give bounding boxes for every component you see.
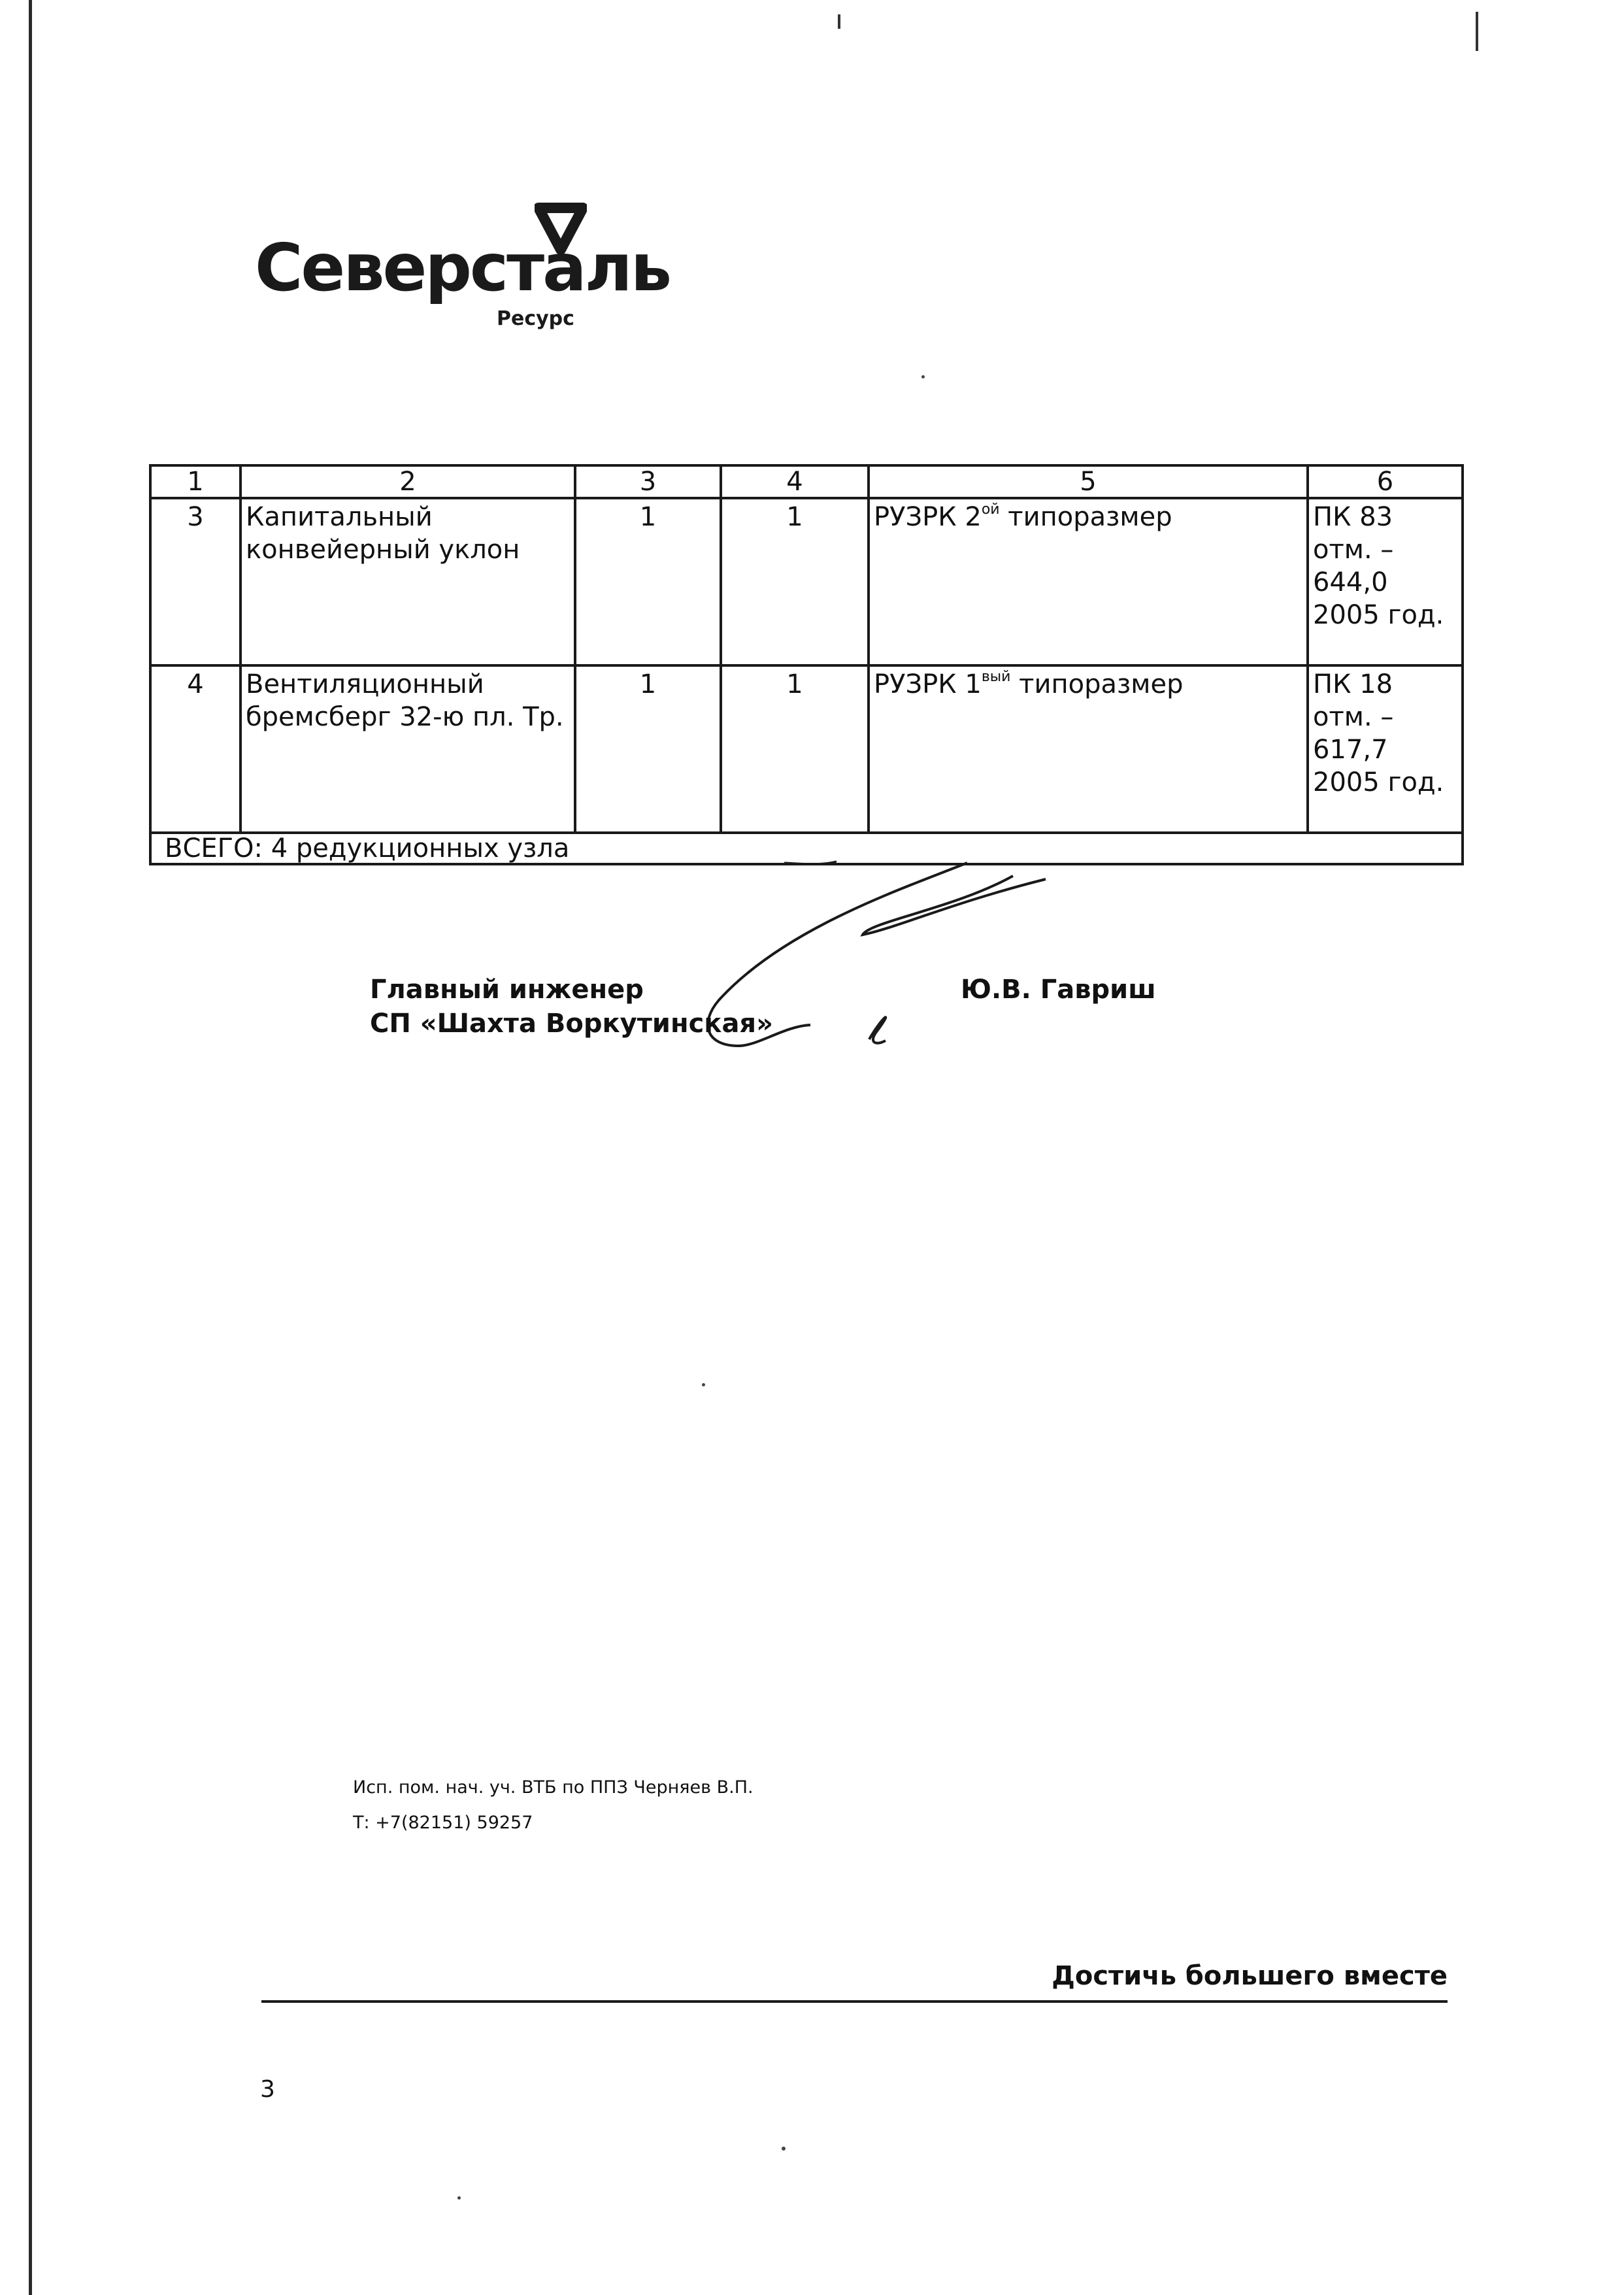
column-header: 1 — [150, 465, 240, 498]
row-location: ПК 83 отм. – 644,0 2005 год. — [1308, 498, 1463, 665]
signatory-name: Ю.В. Гавриш — [961, 975, 1156, 1005]
scan-speck — [782, 2147, 786, 2151]
device-name: РУЗРК 1 — [874, 669, 982, 699]
company-slogan: Достичь большего вместе — [1052, 1961, 1448, 1991]
row-col4: 1 — [721, 498, 869, 665]
column-header: 6 — [1308, 465, 1463, 498]
logo-brand: Северсталь — [255, 229, 671, 306]
row-object-name: Вентиляционный бремсберг 32-ю пл. Тр. — [240, 665, 575, 833]
scan-mark — [838, 14, 840, 29]
column-header: 4 — [721, 465, 869, 498]
row-object-name: Капитальный конвейерный уклон — [240, 498, 575, 665]
row-number: 4 — [150, 665, 240, 833]
device-suffix: ой — [981, 501, 1000, 518]
row-col3: 1 — [575, 665, 721, 833]
scan-speck — [702, 1383, 705, 1386]
device-suffix: вый — [981, 669, 1011, 685]
executor-phone: Т: +7(82151) 59257 — [353, 1813, 533, 1833]
signatory-position: Главный инженер — [370, 975, 644, 1005]
table-row — [150, 498, 1463, 665]
reduction-nodes-table — [149, 464, 1464, 865]
executor-info — [353, 1770, 754, 1841]
signatory-organization: СП «Шахта Воркутинская» — [370, 1009, 773, 1039]
device-size: типоразмер — [1010, 669, 1184, 699]
scan-speck — [921, 375, 925, 378]
column-header: 2 — [240, 465, 575, 498]
row-location: ПК 18 отм. – 617,7 2005 год. — [1308, 665, 1463, 833]
row-device — [869, 498, 1308, 665]
scan-edge — [29, 0, 32, 2295]
table-total: ВСЕГО: 4 редукционных узла — [150, 833, 1463, 864]
page-number: 3 — [260, 2076, 275, 2103]
row-col4: 1 — [721, 665, 869, 833]
table-row — [150, 665, 1463, 833]
row-device — [869, 665, 1308, 833]
row-number: 3 — [150, 498, 240, 665]
column-header: 5 — [869, 465, 1308, 498]
device-size: типоразмер — [999, 502, 1172, 532]
signatory-title — [370, 973, 773, 1041]
scan-speck — [457, 2196, 461, 2200]
logo-sub: Ресурс — [497, 307, 574, 330]
row-col3: 1 — [575, 498, 721, 665]
executor-name: Исп. пом. нач. уч. ВТБ по ППЗ Черняев В.П. — [353, 1777, 754, 1798]
footer-divider — [261, 2000, 1448, 2003]
column-header: 3 — [575, 465, 721, 498]
scan-mark — [1476, 12, 1478, 51]
device-name: РУЗРК 2 — [874, 502, 982, 532]
table-header-row — [150, 465, 1463, 498]
company-logo — [255, 196, 671, 340]
